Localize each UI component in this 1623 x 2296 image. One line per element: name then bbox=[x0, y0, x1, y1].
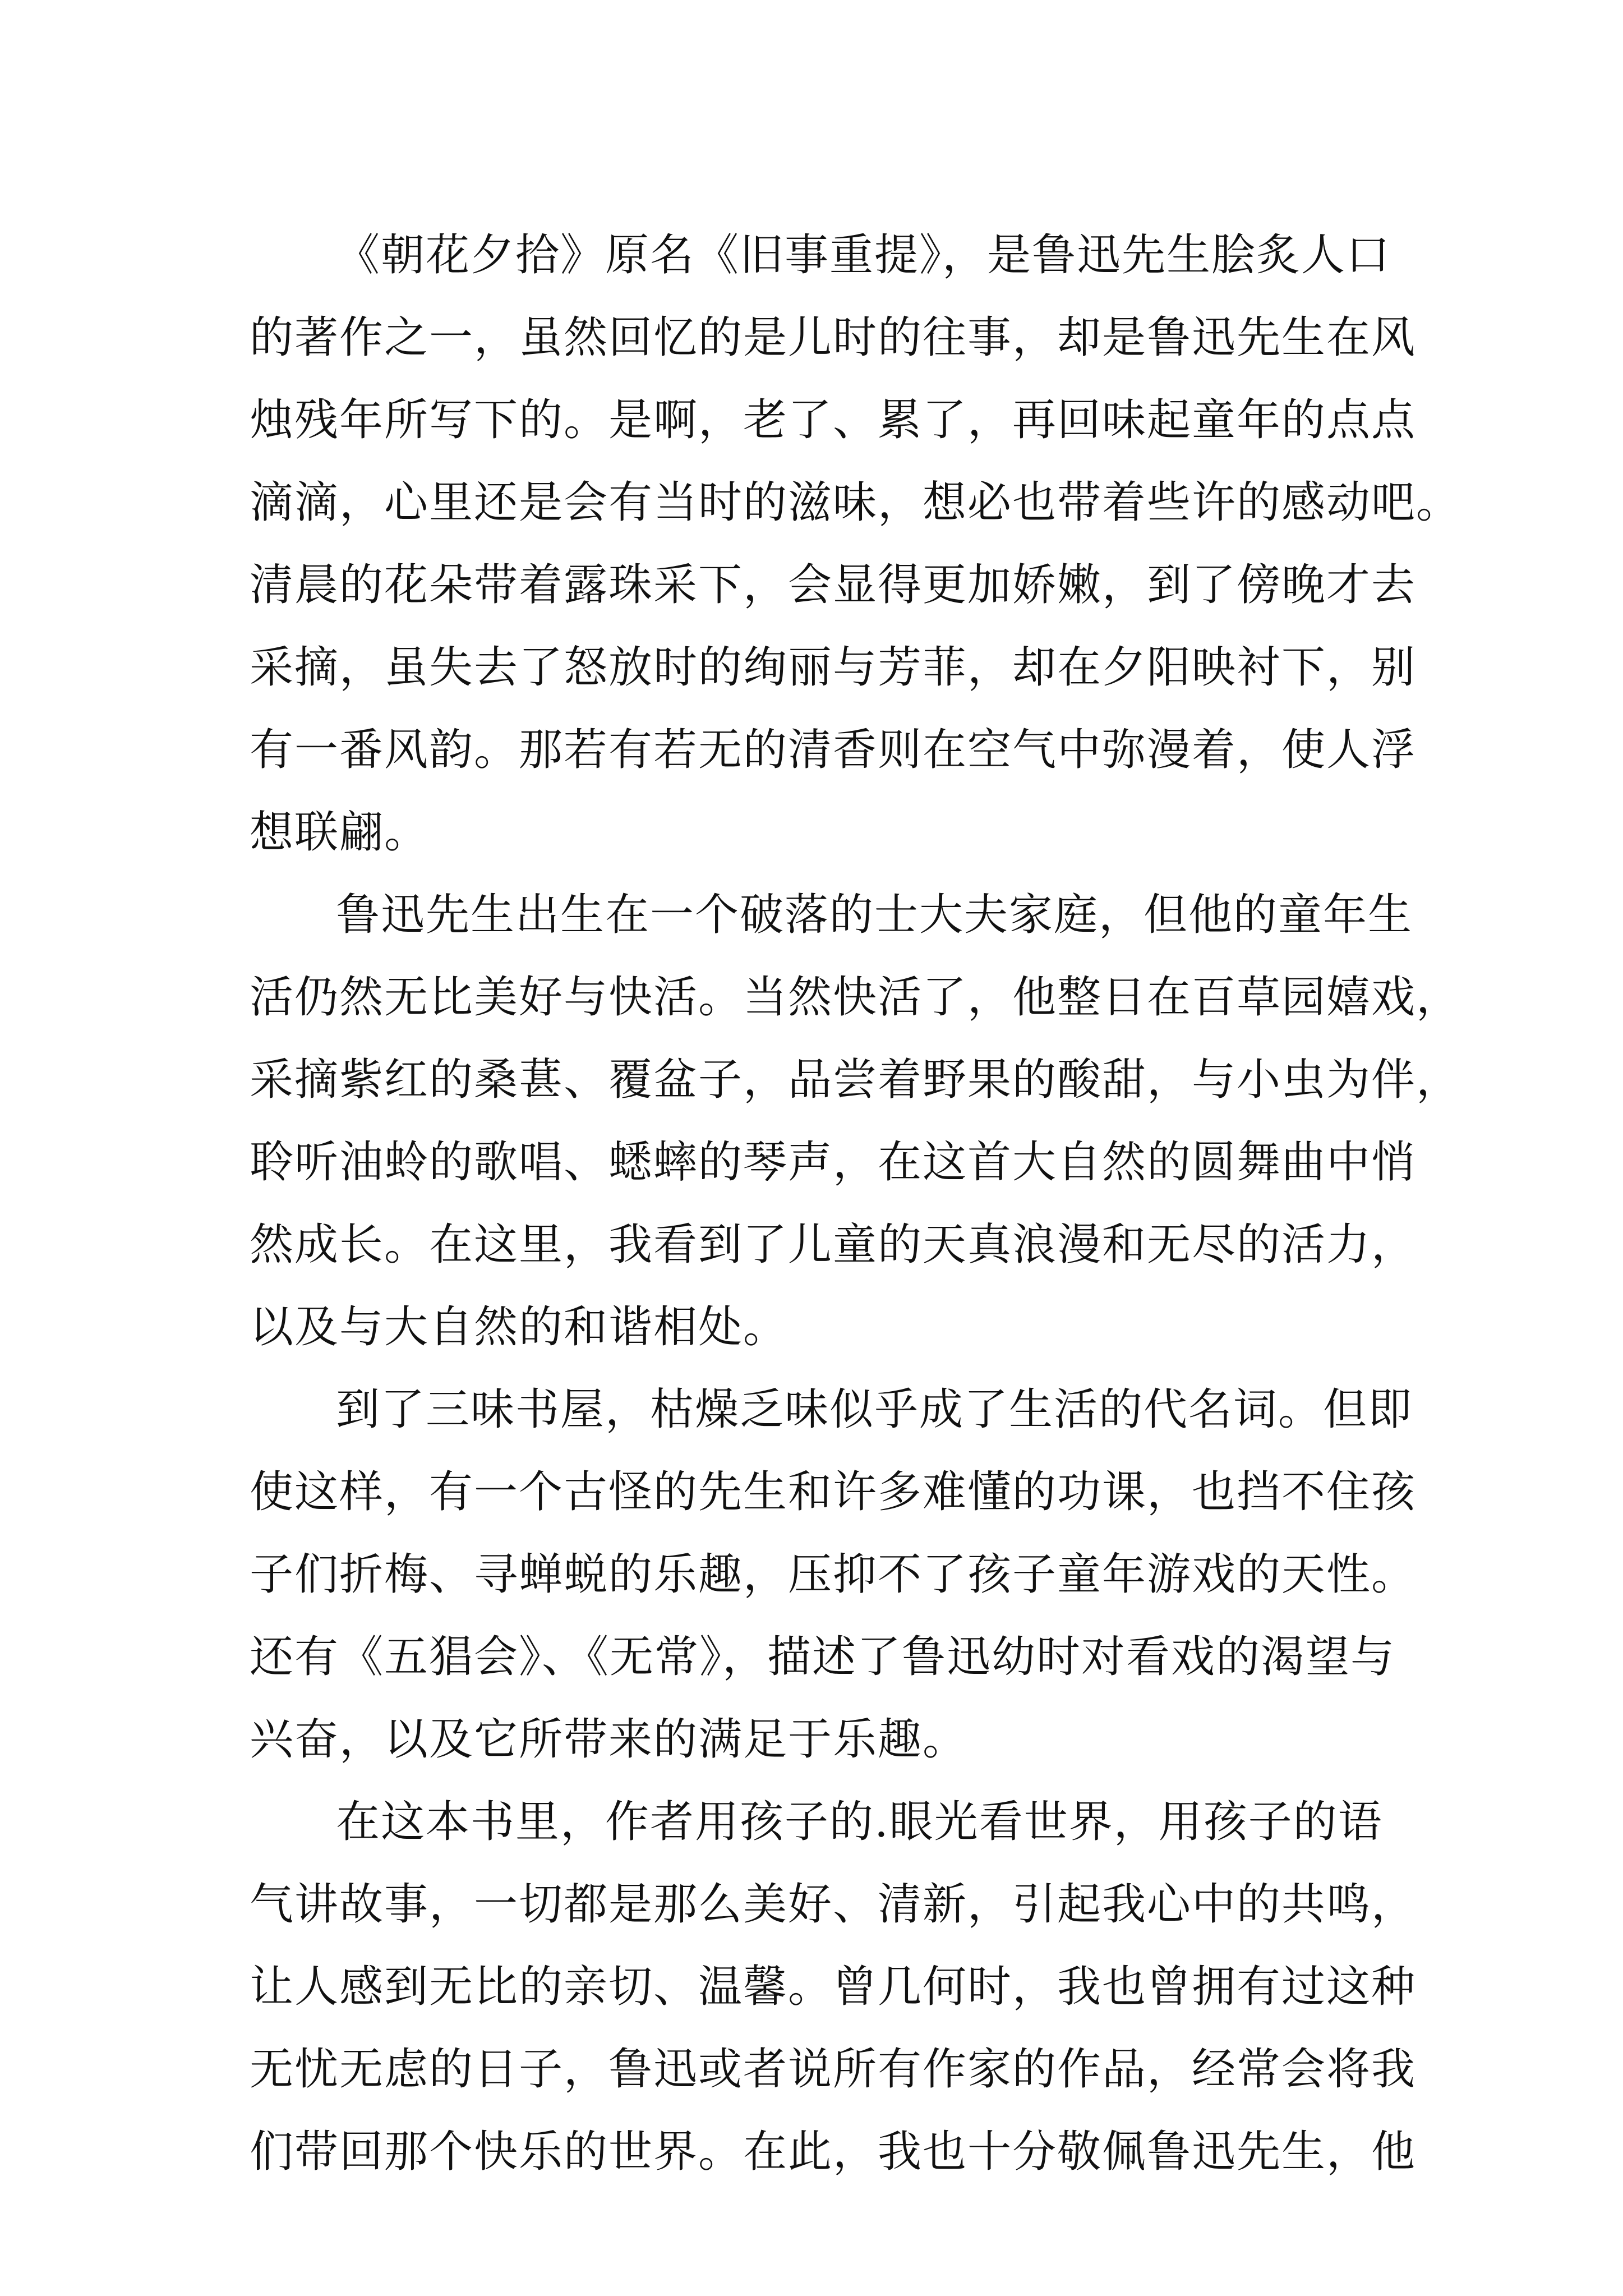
paragraph-line: 滴滴，心里还是会有当时的滋味，想必也带着些许的感动吧。 bbox=[250, 477, 1461, 528]
paragraph-line: 到了三味书屋，枯燥乏味似乎成了生活的代名词。但即 bbox=[336, 1384, 1413, 1435]
paragraph-line: 的著作之一，虽然回忆的是儿时的往事，却是鲁迅先生在风 bbox=[250, 312, 1417, 363]
paragraph-line: 清晨的花朵带着露珠采下，会显得更加娇嫩，到了傍晚才去 bbox=[250, 560, 1417, 610]
paragraph-line: 子们折梅、寻蝉蜕的乐趣，压抑不了孩子童年游戏的天性。 bbox=[250, 1549, 1417, 1600]
paragraph-2 bbox=[250, 874, 1461, 1369]
paragraph-line: 气讲故事，一切都是那么美好、清新，引起我心中的共鸣， bbox=[250, 1879, 1417, 1930]
paragraph-line: 无忧无虑的日子，鲁迅或者说所有作家的作品，经常会将我 bbox=[250, 2044, 1417, 2095]
paragraph-line: 采摘紫红的桑葚、覆盆子，品尝着野果的酸甜，与小虫为伴， bbox=[250, 1055, 1461, 1105]
paragraph-line: 兴奋，以及它所带来的满足于乐趣。 bbox=[250, 1714, 968, 1765]
paragraph-line: 活仍然无比美好与快活。当然快活了，他整日在百草园嬉戏， bbox=[250, 972, 1461, 1023]
paragraph-line: 想联翩。 bbox=[250, 807, 430, 858]
paragraph-line: 们带回那个快乐的世界。在此，我也十分敬佩鲁迅先生，他 bbox=[250, 2127, 1417, 2177]
paragraph-line: 有一番风韵。那若有若无的清香则在空气中弥漫着，使人浮 bbox=[250, 725, 1417, 775]
paragraph-line: 让人感到无比的亲切、温馨。曾几何时，我也曾拥有过这种 bbox=[250, 1962, 1417, 2012]
paragraph-line: 在这本书里，作者用孩子的.眼光看世界，用孩子的语 bbox=[336, 1797, 1383, 1847]
paragraph-1 bbox=[250, 214, 1461, 874]
paragraph-line: 鲁迅先生出生在一个破落的士大夫家庭，但他的童年生 bbox=[336, 890, 1413, 940]
essay-body bbox=[250, 214, 1461, 2193]
paragraph-line: 以及与大自然的和谐相处。 bbox=[250, 1302, 789, 1352]
paragraph-3 bbox=[250, 1369, 1417, 1781]
paragraph-line: 还有《五猖会》、《无常》，描述了鲁迅幼时对看戏的渴望与 bbox=[250, 1632, 1396, 1682]
paragraph-line: 采摘，虽失去了怒放时的绚丽与芳菲，却在夕阳映衬下，别 bbox=[250, 642, 1417, 693]
paragraph-line: 聆听油蛉的歌唱、蟋蟀的琴声，在这首大自然的圆舞曲中悄 bbox=[250, 1137, 1417, 1188]
paragraph-line: 烛残年所写下的。是啊，老了、累了，再回味起童年的点点 bbox=[250, 395, 1417, 445]
paragraph-line: 使这样，有一个古怪的先生和许多难懂的功课，也挡不住孩 bbox=[250, 1467, 1417, 1517]
paragraph-4 bbox=[250, 1781, 1417, 2193]
paragraph-line: 然成长。在这里，我看到了儿童的天真浪漫和无尽的活力， bbox=[250, 1220, 1417, 1270]
paragraph-line: 《朝花夕拾》原名《旧事重提》，是鲁迅先生脍炙人口 bbox=[336, 230, 1391, 280]
